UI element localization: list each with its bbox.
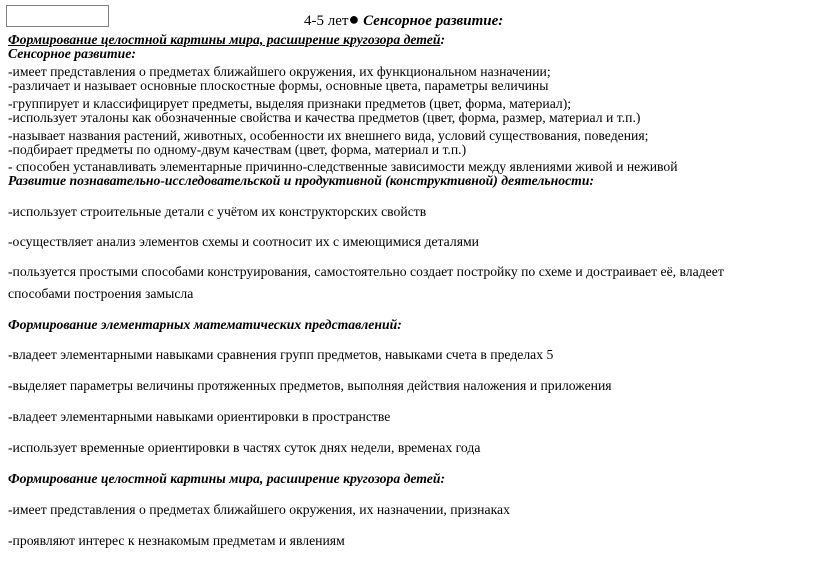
list-item: -осуществляет анализ элементов схемы и соотносит их с имеющимися деталями	[8, 234, 479, 249]
list-item: -имеет представления о предметах ближайшего окружения, их назначении, признаках	[8, 502, 510, 517]
list-item: -имеет представления о предметах ближайшего окружения, их функциональном назначении;	[8, 64, 551, 79]
bullet-icon: ●	[348, 9, 360, 29]
list-item: -использует строительные детали с учётом их конструкторских свойств	[8, 204, 427, 219]
block4-heading: Формирование целостной картины мира, расширение кругозора детей:	[8, 471, 446, 486]
list-item: -выделяет параметры величины протяженных предметов, выполняя действия наложения и приложения	[8, 378, 612, 393]
list-item: -владеет элементарными навыками ориентировки в пространстве	[8, 409, 391, 424]
block2-heading: Развитие познавательно-исследовательской и продуктивной (конструктивной) деятельности:	[8, 173, 594, 188]
blank-box	[6, 5, 109, 27]
age-label: 4-5 лет	[304, 13, 349, 29]
block1-subheading: Сенсорное развитие:	[8, 46, 136, 61]
list-item: -владеет элементарными навыками сравнения групп предметов, навыками счета в пределах 5	[8, 347, 554, 362]
list-item: -использует эталоны как обозначенные свойства и качества предметов (цвет, форма, размер, материал и т.п.)	[8, 110, 641, 125]
block1-heading: Формирование целостной картины мира, расширение кругозора детей:	[8, 32, 446, 47]
page-title	[304, 9, 504, 30]
list-item: -различает и называет основные плоскостные формы, основные цвета, параметры величины	[8, 78, 549, 93]
list-item: -пользуется простыми способами конструирования, самостоятельно создает постройку по схеме и достраивает её, владеет	[8, 264, 724, 279]
list-item: - способен устанавливать элементарные причинно-следственные зависимости между явлениями живой и неживой	[8, 159, 678, 174]
list-item: способами построения замысла	[8, 286, 194, 301]
list-item: -проявляют интерес к незнакомым предметам и явлениям	[8, 533, 345, 548]
list-item: -использует временные ориентировки в частях суток днях недели, временах года	[8, 440, 481, 455]
list-item: -называет названия растений, животных, особенности их внешнего вида, условий существования, поведения;	[8, 128, 649, 143]
title-heading: Сенсорное развитие:	[363, 13, 504, 29]
list-item: -подбирает предметы по одному-двум качествам (цвет, форма, материал и т.п.)	[8, 142, 467, 157]
list-item: -группирует и классифицирует предметы, выделяя признаки предметов (цвет, форма, материал);	[8, 96, 572, 111]
block3-heading: Формирование элементарных математических представлений:	[8, 317, 402, 332]
